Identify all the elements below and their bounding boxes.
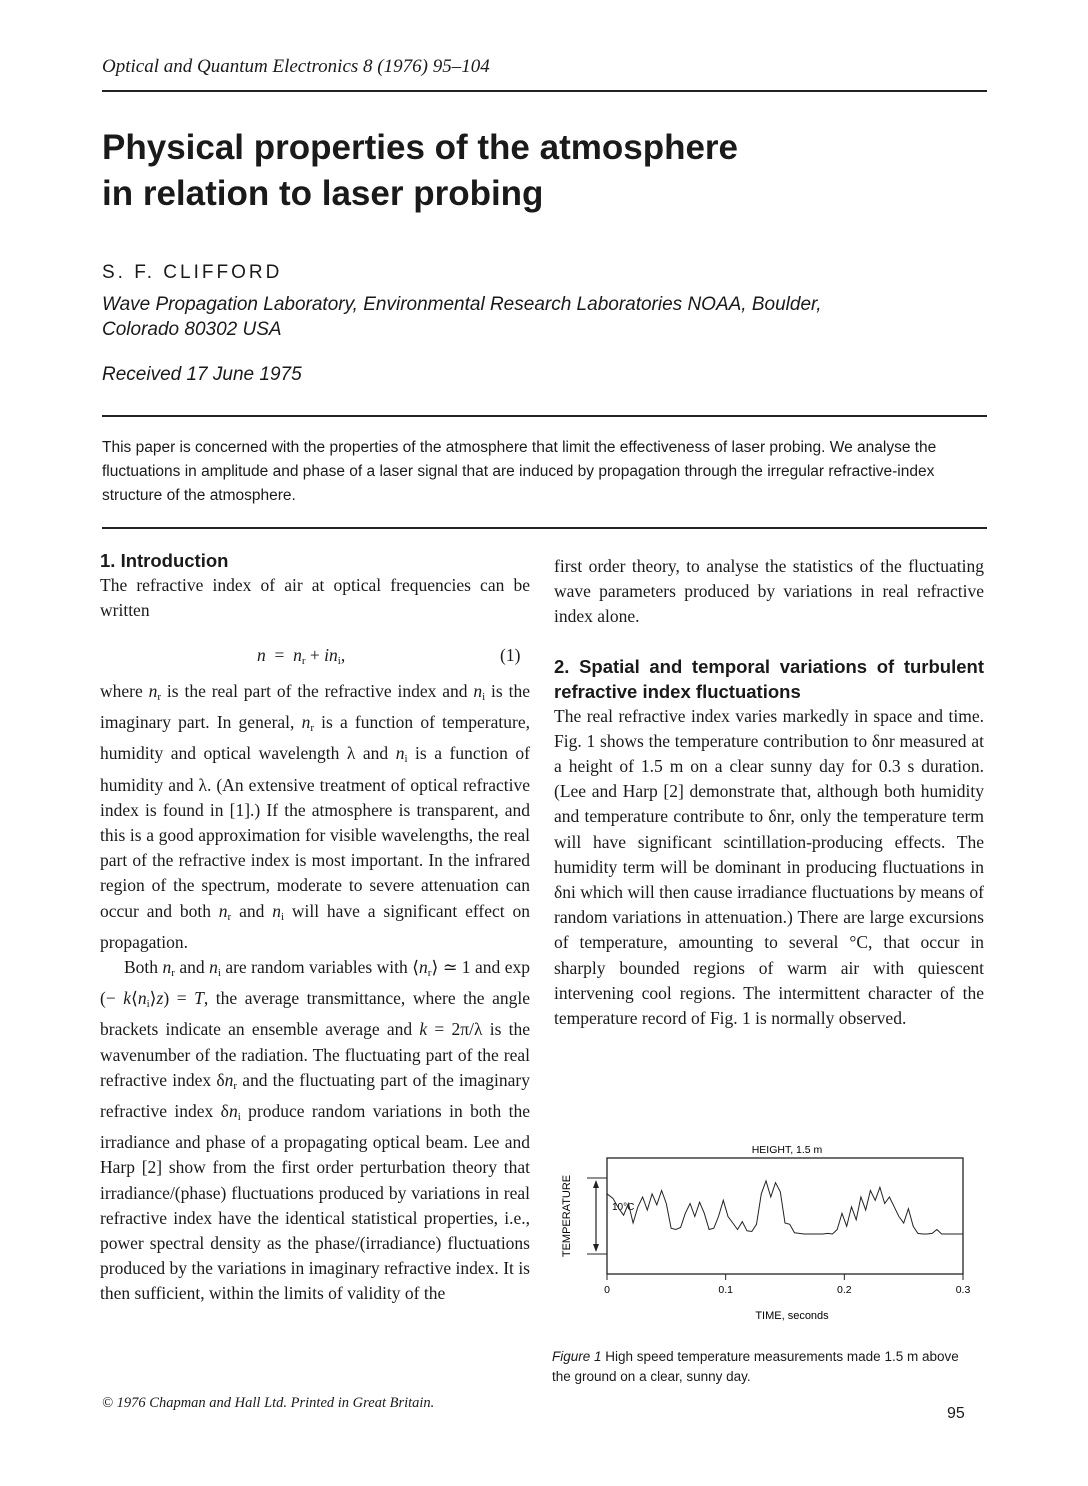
equation-1-number: (1) (500, 645, 521, 665)
abstract-bottom-rule (102, 527, 987, 529)
chart-title: HEIGHT, 1.5 m (751, 1144, 823, 1156)
continuation-paragraph: first order theory, to analyse the statistics of the fluctuating wave parameters produced by variations in real refractive index alone. (554, 556, 984, 627)
intro-paragraph-1: where $n_r$ is the real part of the refractive index and $n_i$ is the imaginary part. In general, $n_r$ is a function of temperature, humidity and optical wavelength λ and $n_i$ is a function of humidity and λ. (An extensive treatment of optical refractive index is found in [1].) If the atmosphere is transparent, and this is a good approximation for visible wavelengths, the real part of the refractive index is most important. In the infrared region of the spectrum, moderate to severe attenuation can occur and both $n_r$ and $n_i$ will have a significant effect on propagation. (100, 681, 530, 952)
intro-paragraph-2: Both $n_r$ and $n_i$ are random variables with $⟨n_r⟩$ ≃ 1 and exp (− $k⟨n_i⟩z) = T$, the average transmittance, where the angle brackets indicate an ensemble average and k = 2π/λ is the wavenumber of the radiation. The fluctuating part of the real refractive index $\delta n_r$ and the fluctuating part of the imaginary refractive index $\delta n_i$ produce random variations in both the irradiance and phase of a propagating optical beam. Lee and Harp [2] show from the first order perturbation theory that irradiance/(phase) fluctuations produced by variations in real refractive index have the identical statistical properties, i.e., power spectral density as the phase/(irradiance) fluctuations produced by the variations in imaginary refractive index. It is then sufficient, within the limits of validity of the (100, 957, 531, 1304)
author-affiliation (102, 292, 972, 342)
section-1-intro: The refractive index of air at optical frequencies can be written (100, 575, 530, 621)
chart-x-label: TIME, seconds (755, 1310, 829, 1322)
x-axis-ticks (604, 1274, 970, 1296)
title-line-1: Physical properties of the atmosphere (102, 128, 739, 167)
journal-citation: Optical and Quantum Electronics 8 (1976) 95–104 (102, 56, 490, 77)
abstract-top-rule (102, 415, 987, 417)
title-line-2: in relation to laser probing (102, 174, 544, 213)
caption-text: High speed temperature measurements made 1.5 m above the ground on a clear, sunny day. (552, 1349, 959, 1384)
temperature-series-line (607, 1181, 963, 1234)
x-tick-label: 0 (604, 1284, 610, 1296)
x-tick-label: 0.3 (955, 1284, 971, 1296)
author-name: S. F. CLIFFORD (102, 262, 283, 283)
scale-bar-label: 10°C (612, 1202, 635, 1213)
equation-1: $n = n_r + in_i$, (257, 645, 346, 667)
affiliation-line-1: Wave Propagation Laboratory, Environmental Research Laboratories NOAA, Boulder, (102, 294, 822, 315)
copyright-notice: © 1976 Chapman and Hall Ltd. Printed in Great Britain. (102, 1395, 435, 1411)
section-1-heading: 1. Introduction (100, 550, 229, 571)
x-tick-label: 0.2 (837, 1284, 852, 1296)
chart-frame (607, 1158, 963, 1274)
affiliation-line-2: Colorado 80302 USA (102, 319, 282, 340)
scale-arrow-up (593, 1180, 599, 1188)
section-2-paragraph: The real refractive index varies markedly in space and time. Fig. 1 shows the temperature contribution to δnr measured at a height of 1.5 m on a clear sunny day for 0.3 s duration. (Lee and Harp [2] demonstrate that, although both humidity and temperature contribute to δnr, only the temperature term will have significant scintillation-producing effects. The humidity term will be dominant in producing fluctuations in δni which will then cause irradiance fluctuations by means of random variations in attenuation.) There are large excursions of temperature, amounting to several °C, that occur in sharply bounded regions of warm air with quiescent intervening cool regions. The intermittent character of the temperature record of Fig. 1 is normally observed. (554, 705, 984, 1029)
chart-y-label: TEMPERATURE (561, 1174, 573, 1258)
section-2-heading: 2. Spatial and temporal variations of turbulent refractive index fluctuations (554, 655, 984, 702)
page-number: 95 (947, 1405, 965, 1422)
right-column (554, 554, 984, 1031)
header-rule (102, 90, 987, 92)
figure-1-chart (552, 1138, 982, 1338)
left-column-body (100, 679, 530, 1307)
paper-title (102, 125, 962, 217)
figure-1-caption (552, 1347, 972, 1387)
received-date: Received 17 June 1975 (102, 364, 302, 385)
caption-label: Figure 1 (552, 1349, 602, 1364)
scale-arrow-down (593, 1244, 599, 1252)
abstract: This paper is concerned with the properties of the atmosphere that limit the effectiveness of laser probing. We analyse the fluctuations in amplitude and phase of a laser signal that are induced by propagation through the irregular refractive-index structure of the atmosphere. (102, 439, 937, 504)
x-tick-label: 0.1 (718, 1284, 733, 1296)
left-column (100, 548, 530, 623)
